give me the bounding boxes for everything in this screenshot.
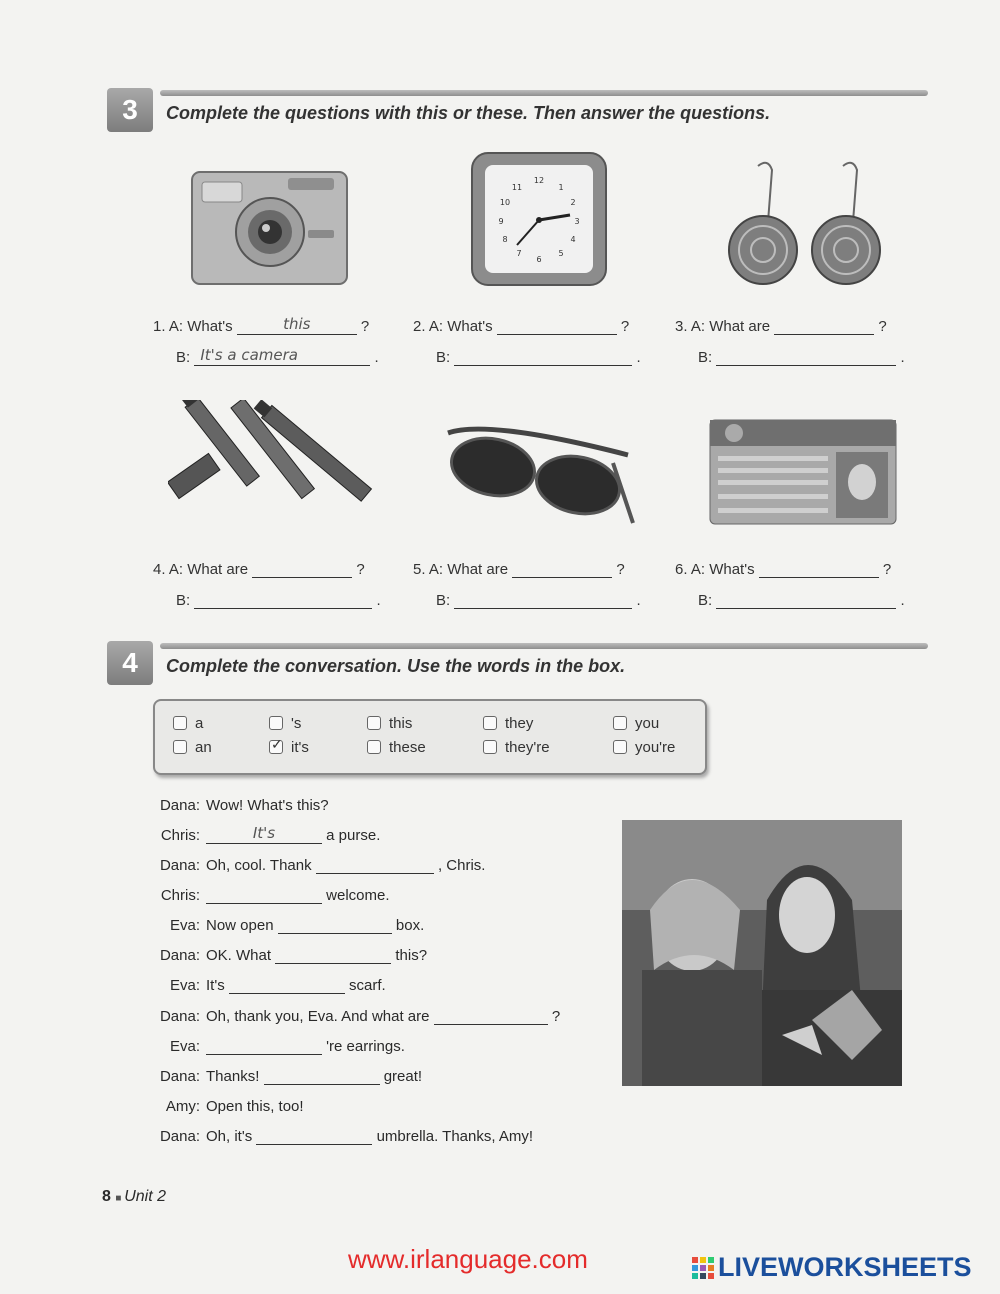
exercise-number: 3 [107,88,153,132]
answer-blank-3b[interactable] [716,349,896,366]
question-1-b: B: It's a camera . [176,346,379,366]
question-3-b: B: . [698,349,905,366]
question-1-a: 1. A: What's this ? [153,315,370,335]
checkbox-checked[interactable] [269,736,283,754]
answer-blank[interactable] [264,1068,380,1085]
checkbox[interactable] [367,716,381,730]
svg-text:11: 11 [511,183,523,192]
checkbox[interactable] [367,740,381,754]
id-card-image [708,418,898,526]
question-2-b: B: . [436,349,641,366]
svg-text:5: 5 [558,249,564,258]
exercise-instruction: Complete the questions with this or these. Then answer the questions. [166,103,771,123]
word-option[interactable]: 's [269,715,301,732]
answer-blank[interactable]: It's [206,827,322,844]
section-divider [160,643,928,649]
check-mark-icon: ✓ [271,736,283,752]
conversation-line: 're earrings. [206,1038,405,1055]
word-option[interactable]: they're [483,739,550,756]
conversation-line: It's scarf. [206,977,386,994]
speaker-label: Dana: [159,1068,200,1085]
answer-blank[interactable] [206,887,322,904]
conversation-line: Open this, too! [206,1098,304,1115]
answer-blank-6a[interactable] [759,561,879,578]
page-footer: 8 ■ Unit 2 [102,1188,166,1205]
liveworksheets-icon [692,1257,714,1279]
conversation-line: Oh, cool. Thank , Chris. [206,857,486,874]
sunglasses-image [438,415,638,525]
answer-blank-1a[interactable]: this [237,318,357,335]
question-6-a: 6. A: What's ? [675,561,892,578]
checkbox[interactable] [269,716,283,730]
answer-blank-6b[interactable] [716,592,896,609]
section-divider [160,90,928,96]
question-4-a: 4. A: What are ? [153,561,365,578]
page-number: 8 [102,1188,111,1205]
answer-blank[interactable] [206,1038,322,1055]
speaker-label: Dana: [159,947,200,964]
svg-text:12: 12 [533,176,545,185]
speaker-label: Chris: [160,887,200,904]
conversation-line: Oh, thank you, Eva. And what are ? [206,1008,561,1025]
svg-text:4: 4 [570,235,576,244]
answer-blank[interactable] [229,977,345,994]
speaker-label: Dana: [159,1128,200,1145]
answer-blank-5a[interactable] [512,561,612,578]
answer-blank[interactable] [434,1008,548,1025]
answer-blank-1b[interactable]: It's a camera [194,349,370,366]
question-4-b: B: . [176,592,381,609]
exercise-number: 4 [107,641,153,685]
question-6-b: B: . [698,592,905,609]
svg-text:9: 9 [498,217,504,226]
conversation-line: welcome. [206,887,390,904]
checkbox[interactable] [613,716,627,730]
word-option[interactable]: they [483,715,533,732]
question-3-a: 3. A: What are ? [675,318,887,335]
answer-blank[interactable] [256,1128,372,1145]
svg-text:1: 1 [558,183,564,192]
question-5-a: 5. A: What are ? [413,561,625,578]
answer-blank-2b[interactable] [454,349,632,366]
conversation-line: Wow! What's this? [206,797,329,814]
answer-blank-3a[interactable] [774,318,874,335]
svg-text:8: 8 [502,235,508,244]
word-option[interactable]: an [173,739,212,756]
speaker-label: Eva: [169,977,200,994]
question-2-a: 2. A: What's ? [413,318,630,335]
speaker-label: Dana: [159,797,200,814]
answer-blank-5b[interactable] [454,592,632,609]
conversation-line: OK. What this? [206,947,428,964]
word-option[interactable]: ✓ it's [271,736,309,756]
word-option[interactable]: you're [613,739,675,756]
website-link[interactable]: www.irlanguage.com [348,1244,588,1274]
answer-blank[interactable] [278,917,392,934]
answer-blank[interactable] [316,857,434,874]
checkbox[interactable] [613,740,627,754]
camera-image [188,160,353,292]
speaker-label: Chris: [160,827,200,844]
question-5-b: B: . [436,592,641,609]
speaker-label: Dana: [159,857,200,874]
speaker-label: Dana: [159,1008,200,1025]
conversation-line: It's a purse. [206,827,380,844]
answer-blank-2a[interactable] [497,318,617,335]
markers-image [168,400,408,535]
word-option[interactable]: you [613,715,659,732]
svg-text:3: 3 [574,217,580,226]
conversation-line: Now open box. [206,917,425,934]
checkbox[interactable] [483,716,497,730]
earrings-image [718,158,893,293]
liveworksheets-logo: LIVEWORKSHEETS [692,1252,972,1283]
speaker-label: Eva: [169,917,200,934]
word-option[interactable]: this [367,715,412,732]
speaker-label: Eva: [169,1038,200,1055]
svg-text:6: 6 [536,255,542,264]
answer-blank-4b[interactable] [194,592,372,609]
speaker-label: Amy: [165,1098,200,1115]
clock-image [469,150,609,288]
word-option[interactable]: a [173,715,203,732]
word-box [153,699,707,775]
conversation-line: Thanks! great! [206,1068,423,1085]
svg-text:10: 10 [499,198,511,207]
checkbox[interactable] [173,716,187,730]
exercise-instruction: Complete the conversation. Use the words in the box. [166,656,626,676]
svg-text:7: 7 [516,249,522,258]
svg-text:2: 2 [570,198,576,207]
checkbox[interactable] [483,740,497,754]
girls-photo [622,820,902,1086]
answer-blank-4a[interactable] [252,561,352,578]
answer-blank[interactable] [275,947,391,964]
word-option[interactable]: these [367,739,426,756]
conversation-line: Oh, it's umbrella. Thanks, Amy! [206,1128,534,1145]
unit-label: Unit 2 [124,1188,166,1205]
checkbox[interactable] [173,740,187,754]
